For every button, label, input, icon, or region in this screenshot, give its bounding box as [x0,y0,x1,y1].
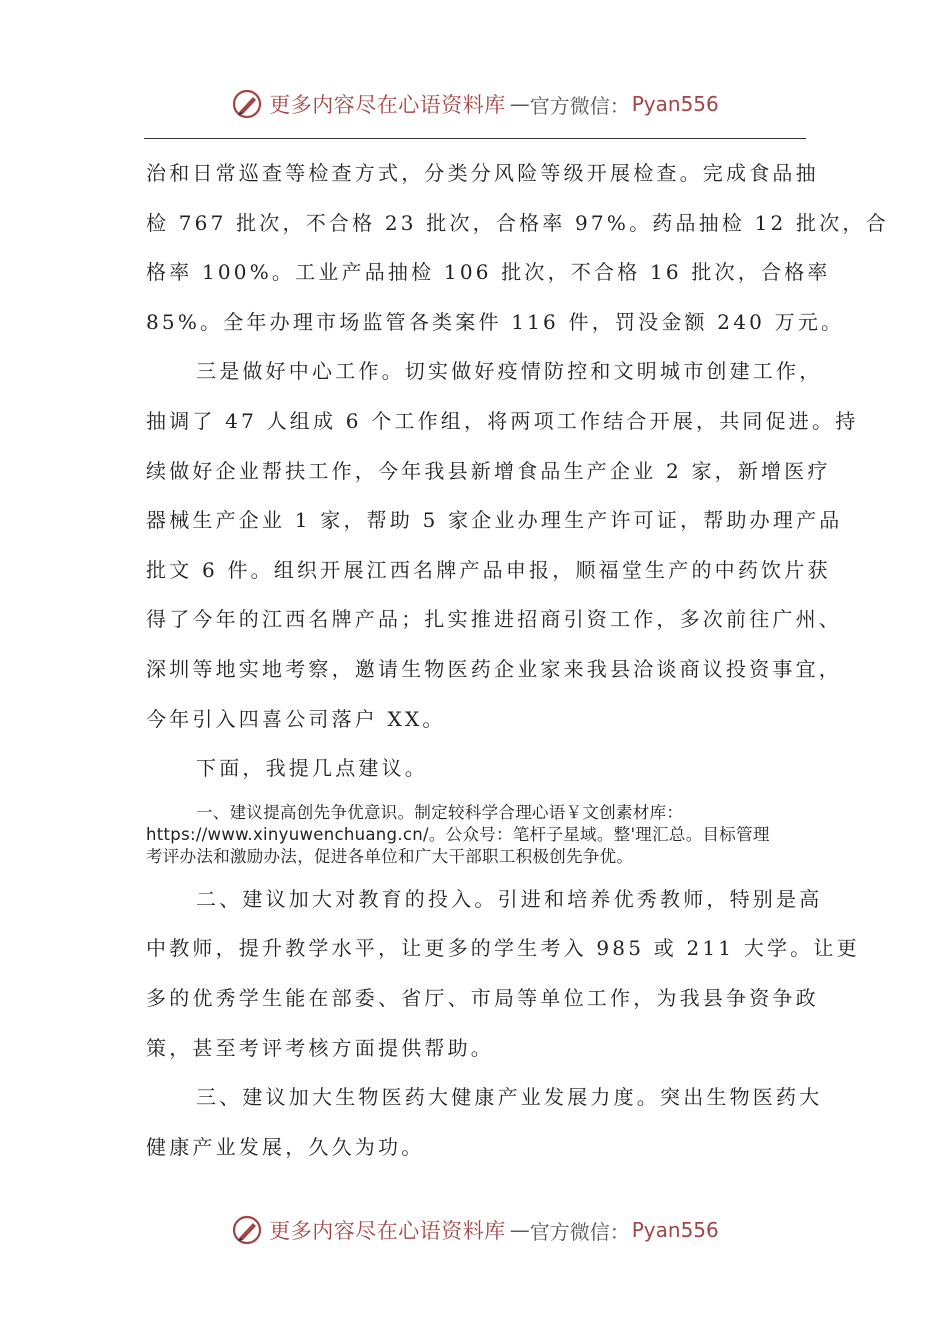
text-line: 器械生产企业 1 家，帮助 5 家企业办理生产许可证，帮助办理产品 [146,508,843,533]
banner-separator: — [509,1218,530,1242]
text-line: 得了今年的江西名牌产品；扎实推进招商引资工作，多次前往广州、 [146,607,842,632]
text-line: 多的优秀学生能在部委、省厅、市局等单位工作，为我县争资争政 [146,985,819,1010]
pen-logo-icon [231,88,263,120]
banner-wechat-label: 官方微信： [529,93,630,118]
header-rule [144,138,806,139]
text-line: 中教师，提升教学水平，让更多的学生考入 985 或 211 大学。让更 [146,936,860,961]
text-line: 今年引入四喜公司落户 XX。 [146,706,446,731]
pen-logo-icon [231,1214,263,1246]
banner-title: 更多内容尽在心语资料库 [269,1219,506,1243]
text-line: 深圳等地实地考察，邀请生物医药企业家来我县洽谈商议投资事宜， [146,656,842,681]
text-line: 健康产业发展，久久为功。 [146,1134,425,1159]
text-line: 下面，我提几点建议。 [196,756,428,781]
text-line: 三、建议加大生物医药大健康产业发展力度。突出生物医药大 [196,1085,823,1110]
banner-wechat-id: Pyan556 [631,1218,719,1242]
banner-wechat-label: 官方微信： [529,1219,630,1244]
text-line: 治和日常巡查等检查方式，分类分风险等级开展检查。完成食品抽 [146,161,819,185]
banner-title: 更多内容尽在心语资料库 [269,93,506,117]
text-line: 二、建议加大对教育的投入。引进和培养优秀教师，特别是高 [196,886,823,911]
text-line: 批文 6 件。组织开展江西名牌产品申报，顺福堂生产的中药饮片获 [146,557,831,582]
text-line: https://www.xinyuwenchuang.cn/。公众号：笔杆子星域。整'理汇总。目标管理 [146,824,770,844]
text-line: 检 767 批次，不合格 23 批次，合格率 97%。药品抽检 12 批次，合 [146,210,889,235]
text-line: 一、建议提高创先争优意识。制定较科学合理心语￥文创素材库： [196,802,684,822]
document-body [146,151,889,1174]
text-line: 策，甚至考评考核方面提供帮助。 [146,1035,494,1060]
banner-separator: — [509,92,530,116]
header-banner [0,84,950,124]
text-line: 考评办法和激励办法，促进各单位和广大干部职工积极创先争优。 [146,846,634,866]
text-line: 85%。全年办理市场监管各类案件 116 件，罚没金额 240 万元。 [146,309,845,334]
footer-banner [0,1210,950,1250]
text-line: 格率 100%。工业产品抽检 106 批次，不合格 16 批次，合格率 [146,260,831,285]
banner-wechat-id: Pyan556 [631,92,719,116]
text-line: 续做好企业帮扶工作，今年我县新增食品生产企业 2 家，新增医疗 [146,458,831,483]
text-line: 抽调了 47 人组成 6 个工作组，将两项工作结合开展，共同促进。持 [146,408,859,433]
dense-paragraph [146,802,802,868]
text-line: 三是做好中心工作。切实做好疫情防控和文明城市创建工作， [196,359,823,384]
